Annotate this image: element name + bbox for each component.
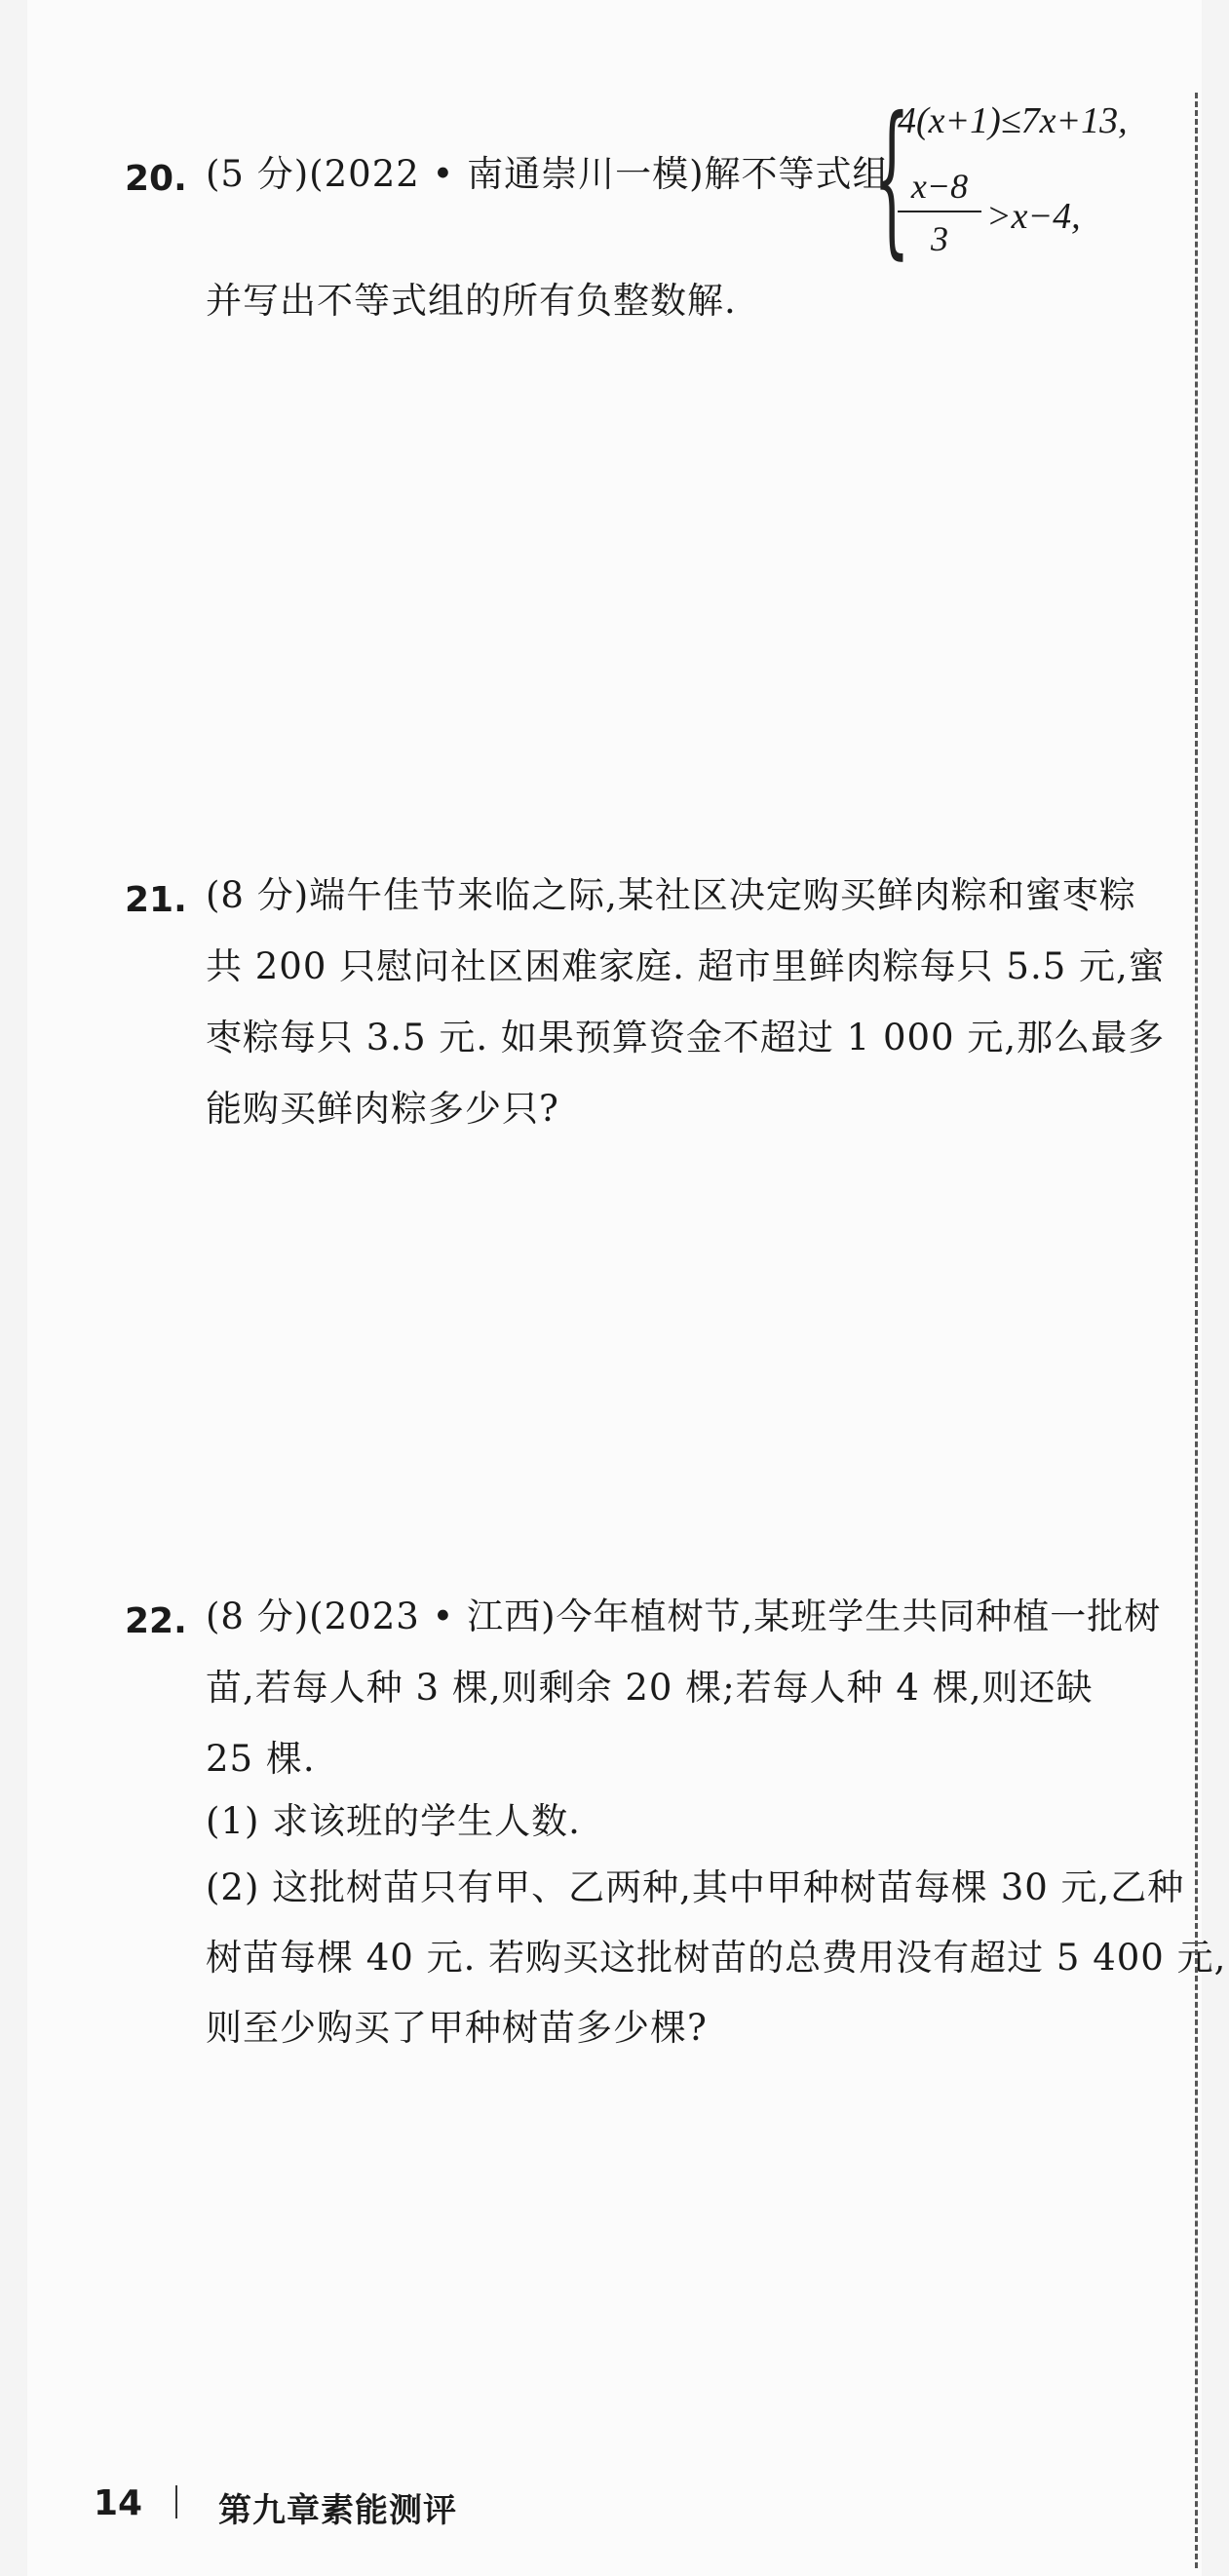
problem-text-line: 枣粽每只 3.5 元. 如果预算资金不超过 1 000 元,那么最多 — [206, 1017, 1166, 1058]
chapter-title: 第九章素能测评 — [218, 2491, 457, 2530]
footer-divider — [175, 2485, 177, 2518]
problem-text-line: 树苗每棵 40 元. 若购买这批树苗的总费用没有超过 5 400 元, — [206, 1937, 1227, 1979]
problem-text-line: 能购买鲜肉粽多少只? — [206, 1088, 559, 1130]
problem-text-line: 共 200 只慰问社区困难家庭. 超市里鲜肉粽每只 5.5 元,蜜 — [206, 945, 1166, 987]
exam-page — [27, 0, 1227, 2576]
problem-number: 21. — [125, 880, 187, 920]
fraction-numerator: x−8 — [898, 166, 981, 212]
problem-text-line: (8 分)(2023 • 江西)今年植树节,某班学生共同种植一批树 — [206, 1596, 1162, 1637]
page-number: 14 — [94, 2483, 143, 2523]
problem-subquestion-2: (2) 这批树苗只有甲、乙两种,其中甲种树苗每棵 30 元,乙种 — [206, 1866, 1185, 1908]
fraction — [898, 166, 981, 259]
left-brace-icon: { — [873, 82, 910, 275]
problem-text-line: 并写出不等式组的所有负整数解. — [206, 280, 737, 322]
problem-text-line: (8 分)端午佳节来临之际,某社区决定购买鲜肉粽和蜜枣粽 — [206, 874, 1136, 916]
problem-number: 22. — [125, 1601, 187, 1641]
problem-text-line: 苗,若每人种 3 棵,则剩余 20 棵;若每人种 4 棵,则还缺 — [206, 1667, 1094, 1709]
problem-text-line: 则至少购买了甲种树苗多少棵? — [206, 2007, 708, 2049]
problem-text-line: 25 棵. — [206, 1738, 316, 1780]
binding-dashed-line — [1195, 93, 1198, 2568]
fraction-denominator: 3 — [931, 219, 948, 258]
problem-number: 20. — [125, 159, 187, 199]
problem-text-line: (5 分)(2022 • 南通崇川一模)解不等式组 — [206, 153, 890, 195]
problem-subquestion-1: (1) 求该班的学生人数. — [206, 1800, 581, 1842]
inequality-2: >x−4, — [986, 196, 1081, 237]
inequality-1: 4(x+1)≤7x+13, — [898, 100, 1128, 141]
